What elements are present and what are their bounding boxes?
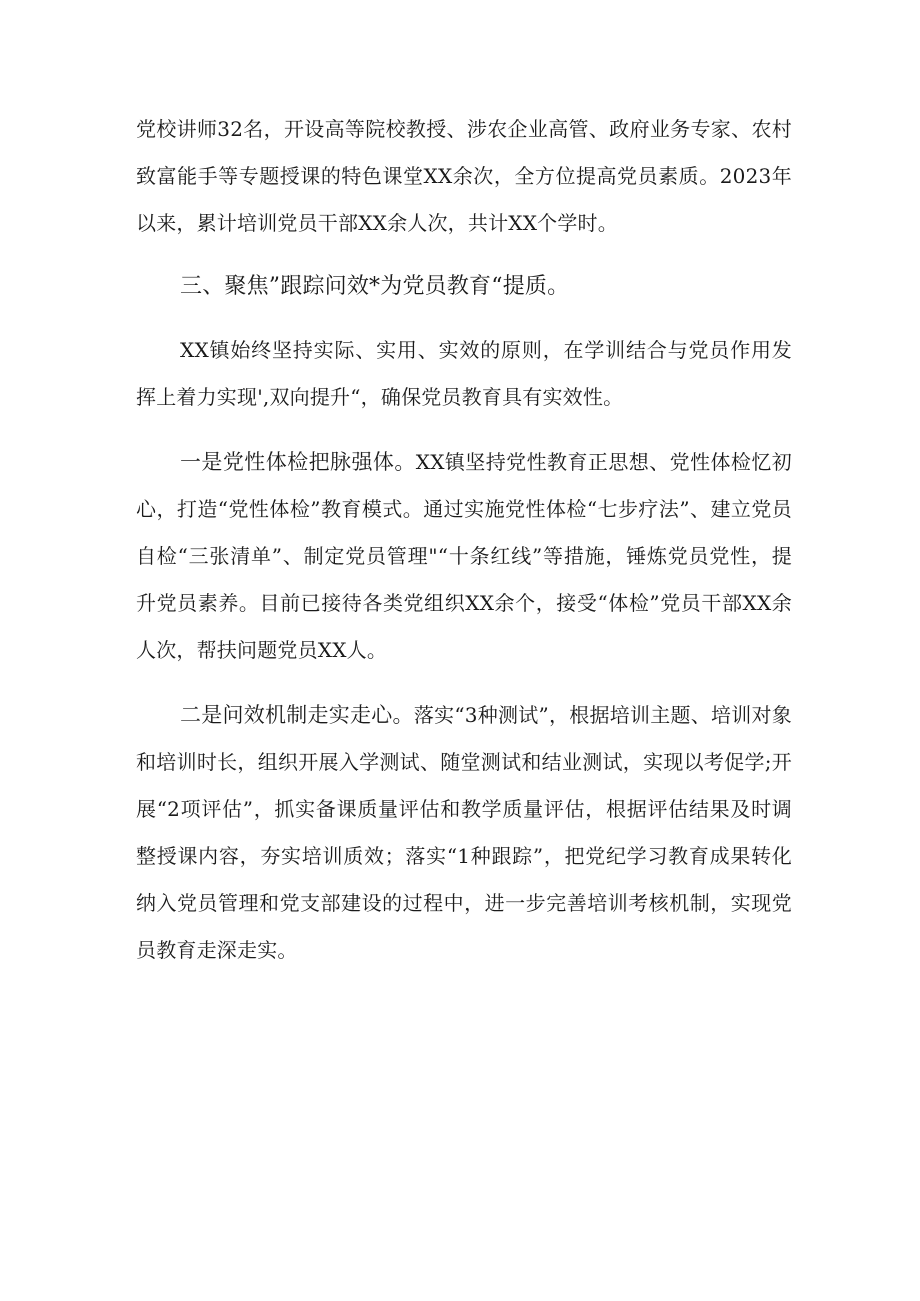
paragraph-spacer xyxy=(136,421,792,439)
paragraph-lead-accountability: 二是问效机制走实走心。 xyxy=(180,703,414,727)
section-heading-3: 三、聚焦”跟踪问效*为党员教育“提质。 xyxy=(180,274,570,299)
paragraph-lead-checkup: 一是党性体检把脉强体。 xyxy=(180,450,416,474)
paragraph-party-checkup xyxy=(136,439,792,674)
paragraph-body-checkup: XX镇坚持党性教育正思想、党性体检忆初心，打造“党性体检”教育模式。通过实施党性体检“七步疗法”、建立党员自检“三张清单”、制定党员管理"“十条红线”等措施，锤炼党员党性，提升党员素养。目前已接待各类党组织XX余个，接受“体检”党员干部XX余人次，帮扶问题党员XX人。 xyxy=(136,450,792,662)
paragraph-body-accountability: 落实“3种测试”，根据培训主题、培训对象和培训时长，组织开展入学测试、随堂测试和结业测试，实现以考促学;开展“2项评估”，抓实备课质量评估和教学质量评估，根据评估结果及时调整授课内容，夯实培训质效；落实“1种跟踪”，把党纪学习教育成果转化纳入党员管理和党支部建设的过程中，进一步完善培训考核机制，实现党员教育走深走实。 xyxy=(136,703,792,962)
paragraph-training-summary: 党校讲师32名，开设高等院校教授、涉农企业高管、政府业务专家、农村致富能手等专题授课的特色课堂XX余次，全方位提高党员素质。2023年以来，累计培训党员干部XX余人次，共计XX个学时。 xyxy=(136,117,792,235)
paragraph-accountability xyxy=(136,692,792,974)
document-body xyxy=(136,106,792,974)
paragraph-spacer xyxy=(136,674,792,692)
paragraph-principle: XX镇始终坚持实际、实用、实效的原则，在学训结合与党员作用发挥上着力实现',双向提升“，确保党员教育具有实效性。 xyxy=(136,338,792,409)
